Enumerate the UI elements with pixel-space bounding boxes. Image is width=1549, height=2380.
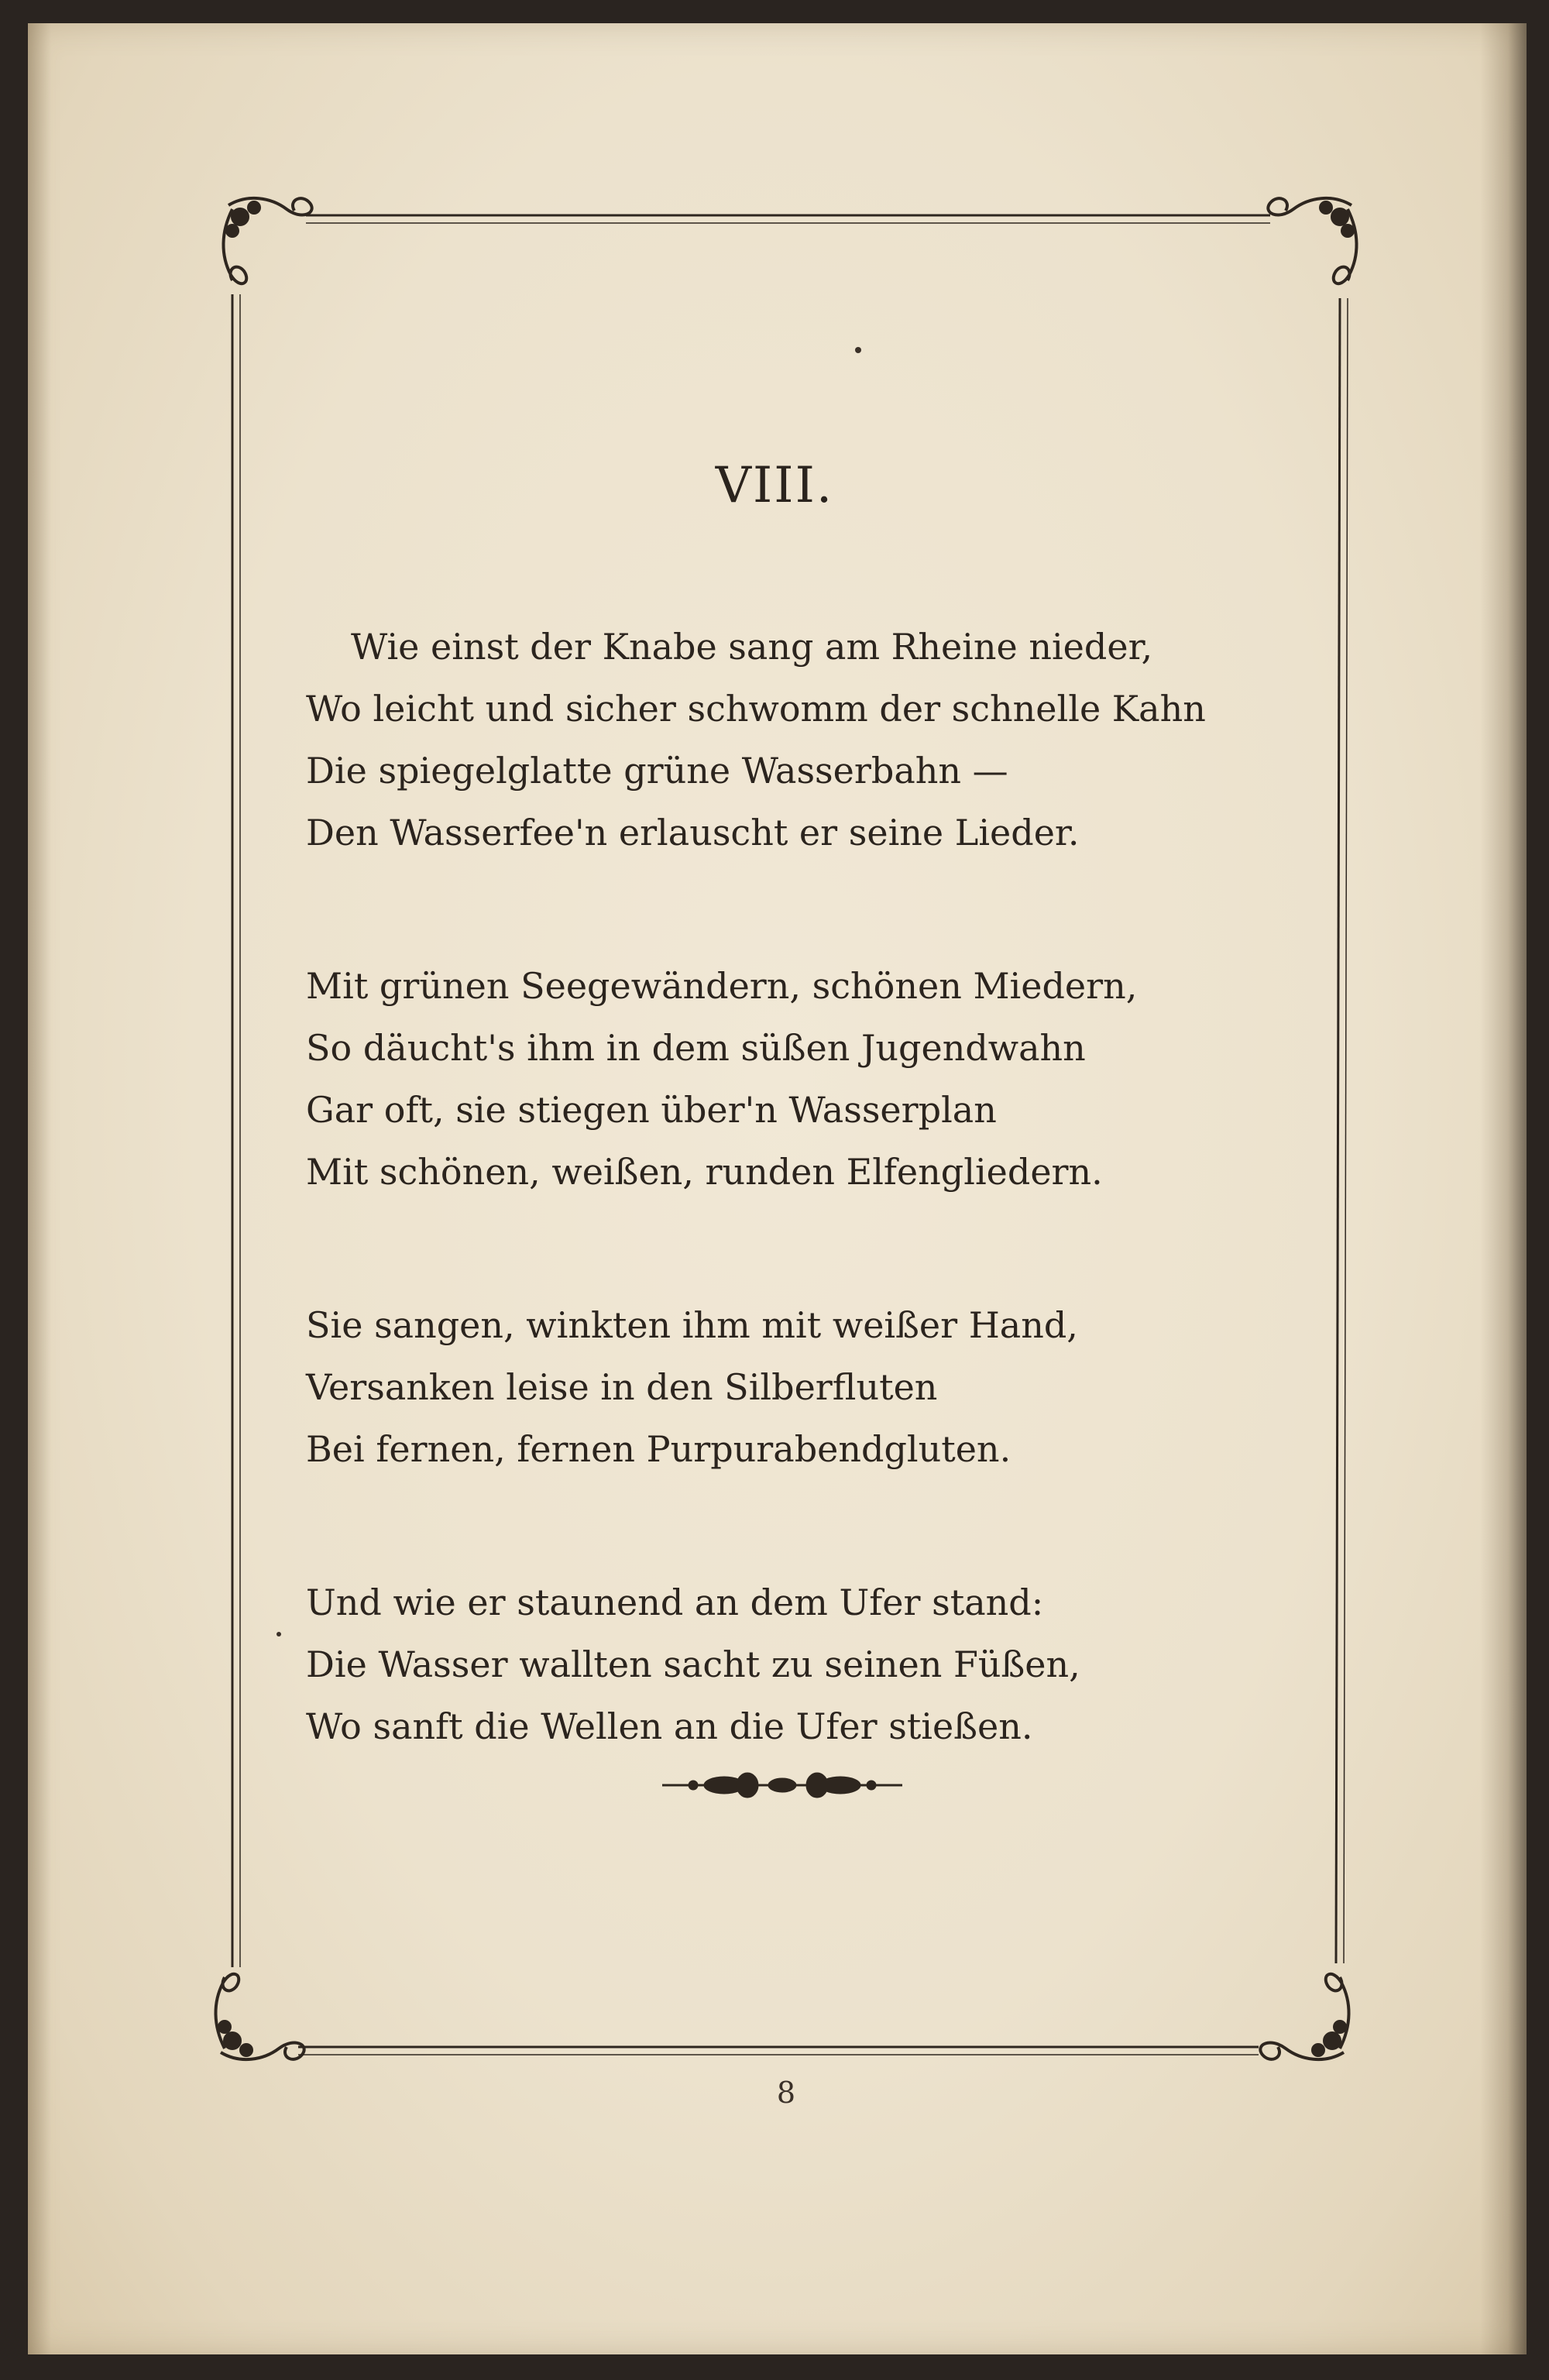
- stanza-3: [306, 1294, 1235, 1480]
- stanza-1: [306, 616, 1235, 864]
- corner-ornament-bottom-left: [215, 1974, 304, 2059]
- paper-speck: [276, 1632, 281, 1636]
- poem-line: Wo sanft die Wellen an die Ufer stießen.: [306, 1705, 1033, 1747]
- poem-line: Und wie er staunend an dem Ufer stand:: [306, 1582, 1044, 1623]
- poem-line: So däucht's ihm in dem süßen Jugendwahn: [306, 1027, 1086, 1069]
- border-right-line: [1336, 298, 1340, 1963]
- corner-ornament-bottom-right: [1260, 1974, 1348, 2059]
- poem-line: Versanken leise in den Silberfluten: [306, 1366, 938, 1408]
- poem-number-heading: VIII.: [715, 457, 834, 514]
- corner-ornament-top-right: [1268, 198, 1356, 283]
- poem-line: Den Wasserfee'n erlauscht er seine Lieder.: [306, 812, 1080, 853]
- page-number: 8: [776, 2076, 796, 2110]
- poem-line: Mit grünen Seegewändern, schönen Miedern,: [306, 965, 1138, 1007]
- poem-body: [306, 616, 1235, 1849]
- poem-line: Mit schönen, weißen, runden Elfengliedern.: [306, 1151, 1103, 1193]
- corner-ornament-top-left: [223, 198, 311, 283]
- poem-line: Sie sangen, winkten ihm mit weißer Hand,: [306, 1304, 1078, 1346]
- paper-speck: [855, 347, 861, 353]
- poem-line: Wie einst der Knabe sang am Rheine nieder,: [351, 626, 1153, 668]
- poem-line: Wo leicht und sicher schwomm der schnelle Kahn: [306, 688, 1206, 730]
- stanza-2: [306, 955, 1235, 1203]
- poem-line: Gar oft, sie stiegen über'n Wasserplan: [306, 1089, 997, 1131]
- poem-line: Die Wasser wallten sacht zu seinen Füßen,: [306, 1643, 1080, 1685]
- poem-line: Bei fernen, fernen Purpurabendgluten.: [306, 1428, 1011, 1470]
- poem-line: Die spiegelglatte grüne Wasserbahn —: [306, 750, 1008, 792]
- stanza-4: [306, 1571, 1235, 1757]
